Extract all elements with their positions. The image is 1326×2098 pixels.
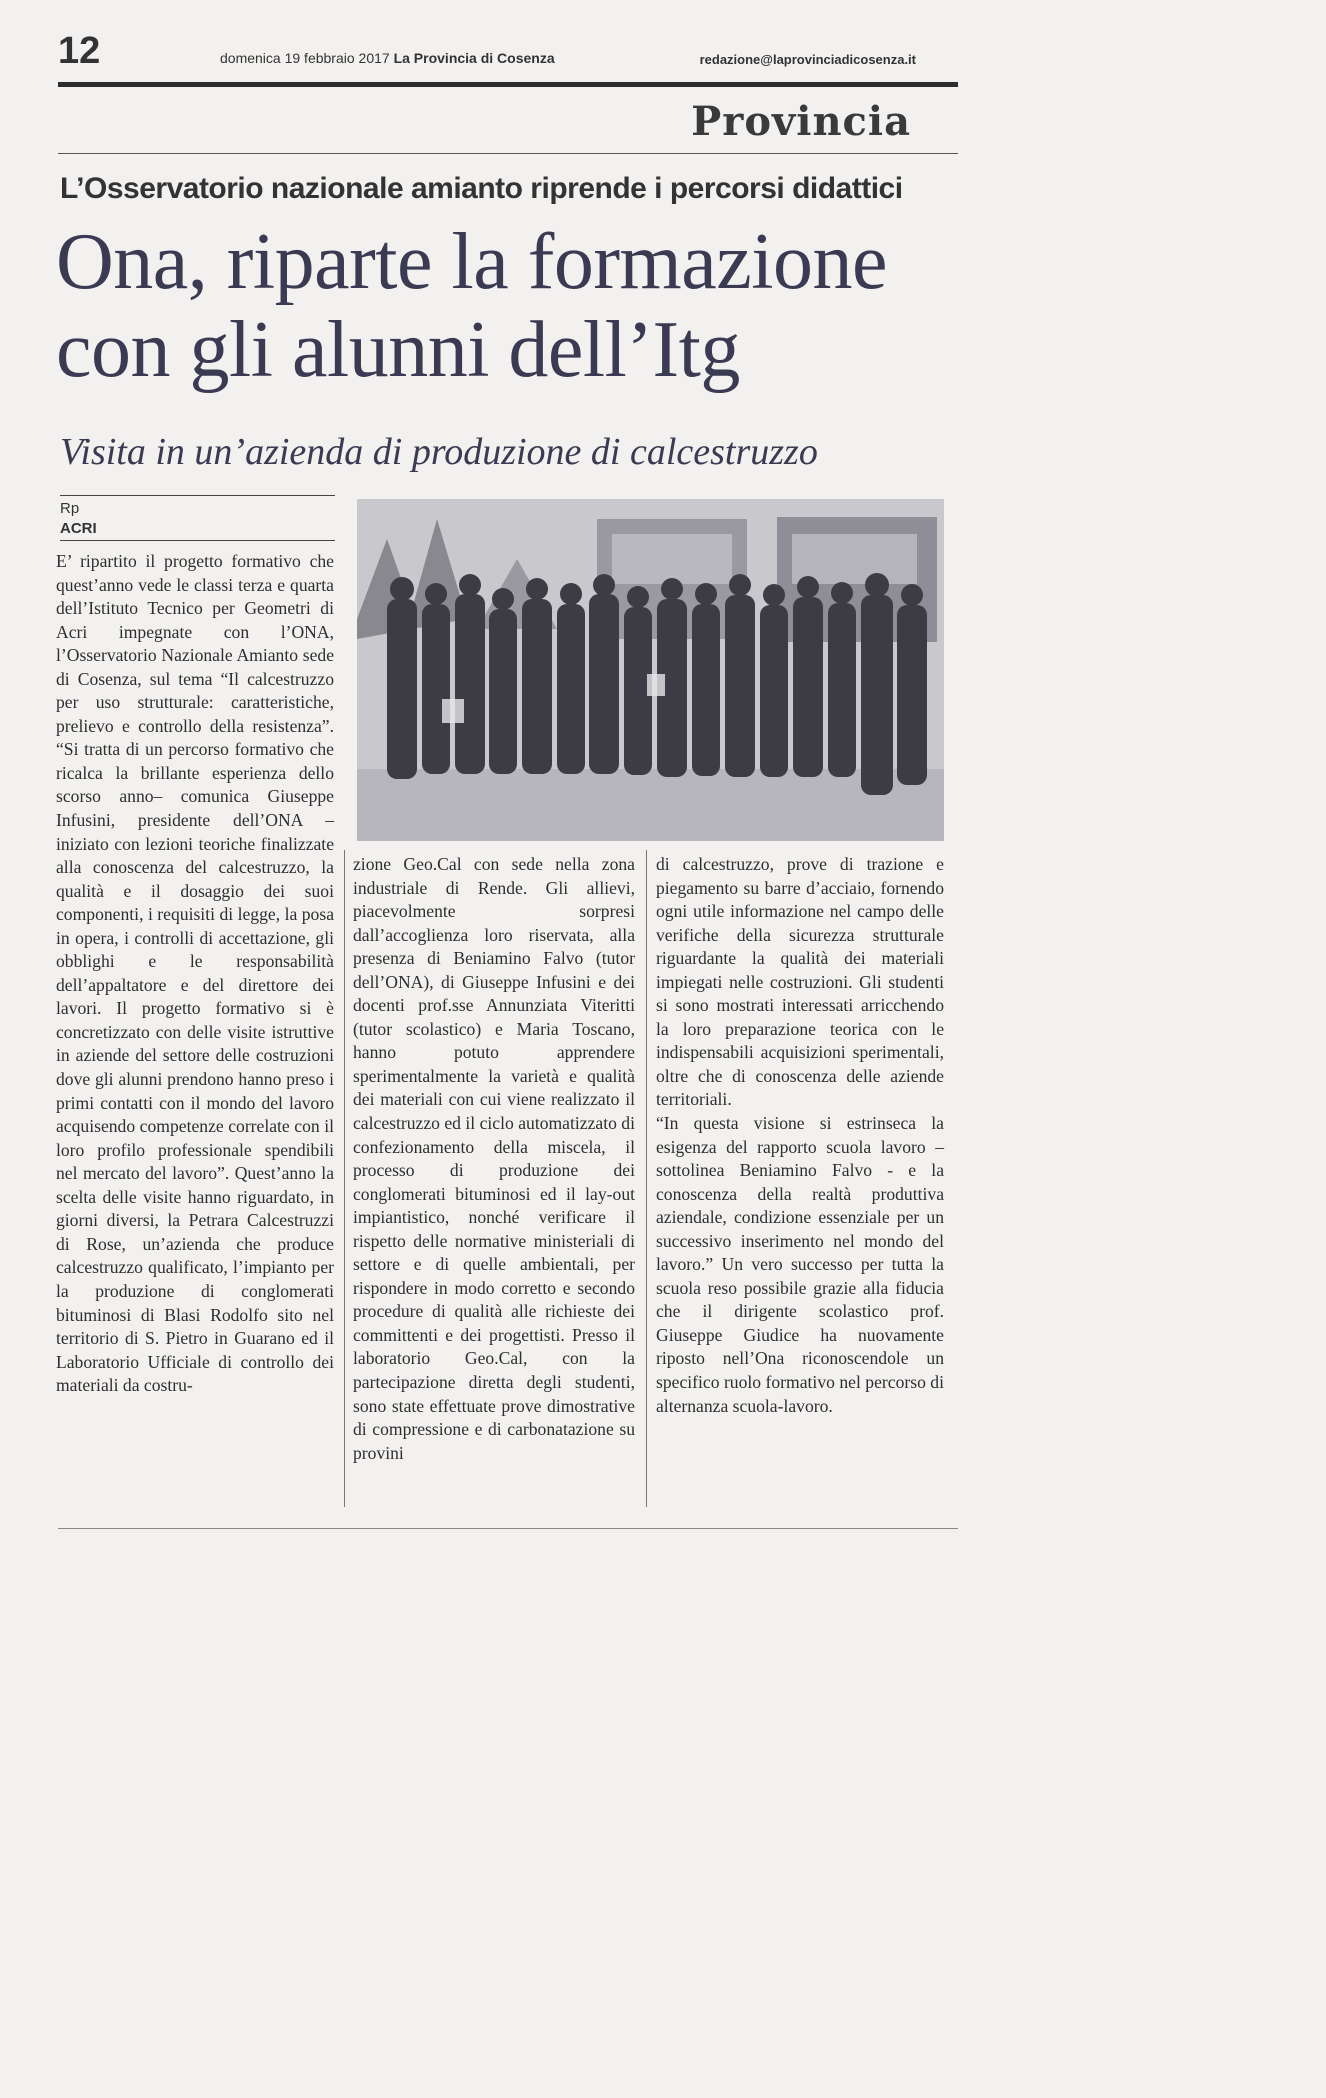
article-column-3 [656,853,944,1418]
group-photo-illustration [357,499,944,841]
column-1-text: E’ ripartito il progetto formativo che quest’anno vede le classi terza e quarta dell’Istituto Tecnico per Geometri di Acri impegnate con l’ONA, l’Osservatorio Nazionale Amianto sede di Cosenza, sul tema “Il calcestruzzo per uso strutturale: caratteristiche, prelievo e controllo della resistenza”. “Si tratta di un percorso formativo che ricalca la brillante esperienza dello scorso anno– comunica Giuseppe Infusini, presidente dell’ONA – iniziato con lezioni teoriche finalizzate alla conoscenza del calcestruzzo, la qualità e il dosaggio dei suoi componenti, i requisiti di legge, la posa in opera, i controlli di accettazione, gli obblighi e le responsabilità dell’appaltatore e del direttore dei lavori. Il progetto formativo si è concretizzato con delle visite istruttive in aziende del settore delle costruzioni dove gli alunni prendono hanno preso i primi contatti con il mondo del lavoro acquisendo competenze correlate con il loro profilo professionale spendibili nel mercato del lavoro”. Quest’anno la scelta delle visite hanno riguardato, in giorni diversi, la Petrara Calcestruzzi di Rose, un’azienda che produce calcestruzzo qualificato, l’impianto per la produzione di conglomerati bituminosi di Blasi Rodolfo sito nel territorio di S. Pietro in Guarano ed il Laboratorio Ufficiale di controllo dei materiali da costru- [56,551,334,1396]
article-column-1 [56,550,334,1398]
column-2-text: zione Geo.Cal con sede nella zona industriale di Rende. Gli allievi, piacevolmente sorpresi dall’accoglienza loro riservata, alla presenza di Beniamino Falvo (tutor dell’ONA), di Giuseppe Infusini e dei docenti prof.sse Annunziata Viteritti (tutor scolastico) e Maria Toscano, hanno potuto apprendere sperimentalmente la varietà e qualità dei materiali con cui viene realizzato il calcestruzzo ed il ciclo automatizzato di confezionamento della miscela, il processo di produzione dei conglomerati bituminosi ed il lay-out impiantistico, nonché verificare il rispetto delle normative ministeriali di settore e di quelle ambientali, per rispondere in modo corretto e secondo procedure di qualità alle richieste dei committenti e dei progettisti. Presso il laboratorio Geo.Cal, con la partecipazione diretta degli studenti, sono state effettuate prove dimostrative di compressione e di carbonatazione su provini [353,854,635,1463]
publication-name: La Provincia di Cosenza [393,50,555,66]
article-subhead: Visita in un’azienda di produzione di calcestruzzo [60,431,818,473]
page-header [58,28,958,84]
byline-rule-bottom [60,540,335,541]
column-divider-2 [646,850,647,1507]
page-number: 12 [58,30,101,72]
byline-author: Rp [60,500,80,517]
byline-rule-top [60,495,335,496]
issue-date: domenica 19 febbraio 2017 [220,50,390,66]
editorial-email: redazione@laprovinciadicosenza.it [699,52,916,67]
header-rule [58,82,958,87]
column-divider-1 [344,850,345,1507]
article-column-2 [353,853,635,1465]
headline-line-1: Ona, riparte la formazione [56,218,888,306]
column-3-paragraph-1: di calcestruzzo, prove di trazione e piegamento su barre d’acciaio, fornendo ogni utile informazione nel campo delle verifiche della sicurezza strutturale riguardante la qualità dei materiali impiegati nelle costruzioni. Gli studenti si sono mostrati interessati arricchendo la loro preparazione teorica con le indispensabili acquisizioni sperimentali, oltre che di conoscenza delle aziende territoriali. [656,854,944,1110]
bottom-rule [58,1528,958,1529]
section-title: Provincia [691,98,911,145]
header-date-line [220,50,555,66]
article-headline [56,218,956,394]
byline-place: ACRI [60,520,97,537]
column-3-paragraph-2: “In questa visione si estrinseca la esigenza del rapporto scuola lavoro –sottolinea Beniamino Falvo - e la conoscenza della realtà produttiva aziendale, condizione essenziale per un successivo inserimento nel mondo del lavoro.” Un vero successo per tutta la scuola reso possibile grazie alla fiducia che il dirigente scolastico prof. Giuseppe Giudice ha nuovamente riposto nell’Ona riconoscendole un specifico ruolo formativo nel percorso di alternanza scuola-lavoro. [656,1113,944,1416]
article-kicker: L’Osservatorio nazionale amianto riprende i percorsi didattici [60,172,903,205]
headline-line-2: con gli alunni dell’Itg [56,306,740,394]
group-photo [357,499,944,841]
section-rule [58,153,958,154]
